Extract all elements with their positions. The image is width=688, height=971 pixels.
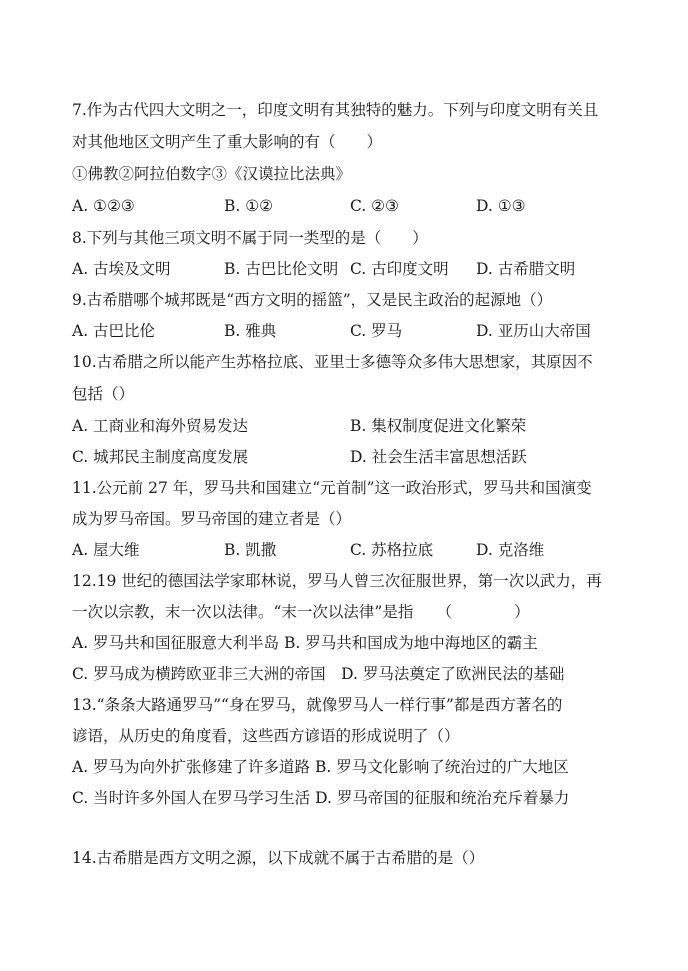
q13-stem-line2: 谚语，从历史的角度看，这些西方谚语的形成说明了（）	[72, 727, 460, 745]
q10-option-b: B. 集权制度促进文化繁荣	[350, 417, 527, 435]
q9-option-a: A. 古巴比伦	[72, 322, 156, 340]
q11-option-d: D. 克洛维	[476, 541, 545, 559]
q8-option-a: A. 古埃及文明	[72, 260, 171, 278]
q9-stem: 9.古希腊哪个城邦既是“西方文明的摇篮”，又是民主政治的起源地（）	[72, 291, 553, 309]
q13-options-cd: C. 当时许多外国人在罗马学习生活 D. 罗马帝国的征服和统治充斥着暴力	[72, 789, 570, 807]
q12-stem-line1: 12.19 世纪的德国法学家耶林说，罗马人曾三次征服世界，第一次以武力，再	[72, 572, 602, 590]
q9-option-c: C. 罗马	[350, 322, 403, 340]
q10-stem-line2: 包括（）	[72, 385, 135, 403]
q7-option-b: B. ①②	[224, 197, 274, 215]
q14-stem: 14.古希腊是西方文明之源，以下成就不属于古希腊的是（）	[72, 849, 485, 867]
q10-option-d: D. 社会生活丰富思想活跃	[350, 448, 527, 466]
q7-items: ①佛教②阿拉伯数字③《汉谟拉比法典》	[72, 165, 352, 183]
q7-stem-line2: 对其他地区文明产生了重大影响的有（ ）	[72, 133, 383, 151]
q11-stem-line1: 11.公元前 27 年，罗马共和国建立“元首制”这一政治形式，罗马共和国演变	[72, 479, 592, 497]
q7-option-d: D. ①③	[476, 197, 526, 215]
q12-options-ab: A. 罗马共和国征服意大利半岛 B. 罗马共和国成为地中海地区的霸主	[72, 634, 538, 652]
q12-options-cd: C. 罗马成为横跨欧亚非三大洲的帝国 D. 罗马法奠定了欧洲民法的基础	[72, 665, 565, 683]
q12-stem-line2: 一次以宗教，末一次以法律。“末一次以法律”是指 （ ）	[72, 603, 530, 621]
q10-option-a: A. 工商业和海外贸易发达	[72, 417, 249, 435]
q7-option-c: C. ②③	[350, 197, 399, 215]
q8-option-c: C. 古印度文明	[350, 260, 449, 278]
q7-option-a: A. ①②③	[72, 197, 135, 215]
q11-option-b: B. 凯撒	[224, 541, 277, 559]
q11-option-c: C. 苏格拉底	[350, 541, 434, 559]
q13-options-ab: A. 罗马为向外扩张修建了许多道路 B. 罗马文化影响了统治过的广大地区	[72, 758, 569, 776]
q7-stem-line1: 7.作为古代四大文明之一，印度文明有其独特的魅力。下列与印度文明有关且	[72, 101, 599, 119]
q11-option-a: A. 屋大维	[72, 541, 140, 559]
q13-stem-line1: 13.“条条大路通罗马”“身在罗马，就像罗马人一样行事”都是西方著名的	[72, 696, 563, 714]
q9-option-d: D. 亚历山大帝国	[476, 322, 591, 340]
q8-option-b: B. 古巴比伦文明	[224, 260, 339, 278]
q8-option-d: D. 古希腊文明	[476, 260, 576, 278]
q11-stem-line2: 成为罗马帝国。罗马帝国的建立者是（）	[72, 510, 352, 528]
q9-option-b: B. 雅典	[224, 322, 277, 340]
q8-stem: 8.下列与其他三项文明不属于同一类型的是（ ）	[72, 229, 428, 247]
q10-option-c: C. 城邦民主制度高度发展	[72, 448, 249, 466]
q10-stem-line1: 10.古希腊之所以能产生苏格拉底、亚里士多德等众多伟大思想家，其原因不	[72, 353, 593, 371]
